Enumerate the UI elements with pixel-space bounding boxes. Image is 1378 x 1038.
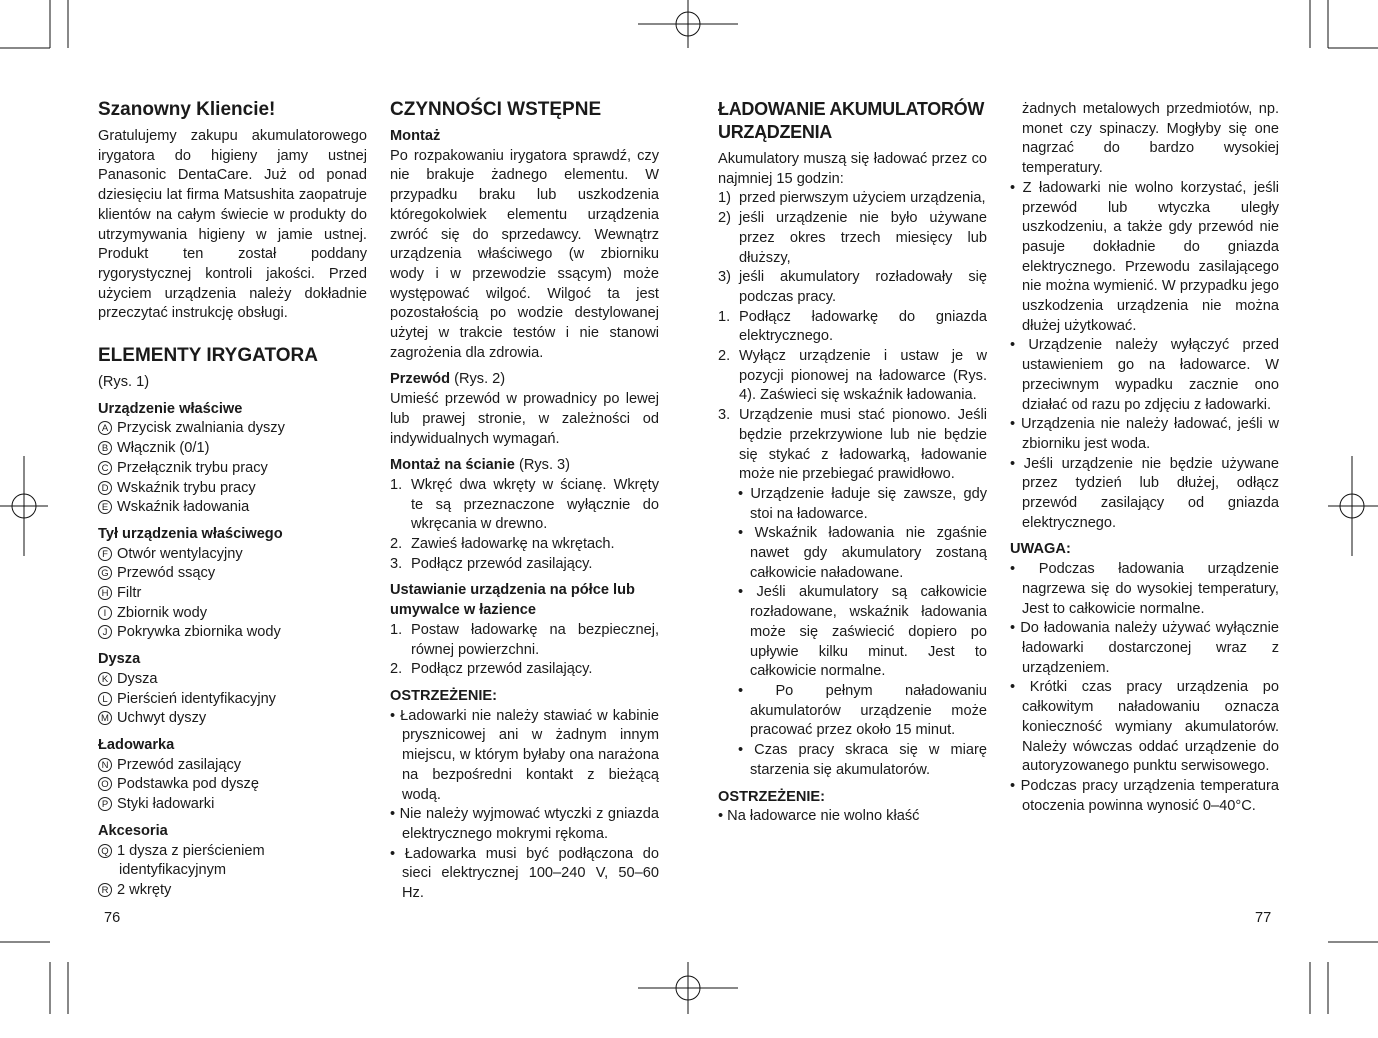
page-number-right: 77 — [1255, 910, 1272, 926]
element-item — [98, 459, 367, 479]
bullet-text: Jeśli urządzenie nie będzie używane przez tydzień lub dłużej, odłącz przewód zasilający od gniazda elektrycznego. — [1022, 455, 1280, 531]
charging-title-line1: ŁADOWANIE AKUMULATORÓW — [718, 99, 985, 119]
item-text: Podłącz ładowarkę do gniazda elektrycznego. — [739, 308, 987, 345]
bullet-item: • Jeśli urządzenie nie będzie używane przez tydzień lub dłużej, odłącz przewód zasilający od gniazda elektrycznego. — [1010, 455, 1280, 531]
element-label: Przełącznik trybu pracy — [117, 459, 268, 476]
greeting-text: Gratulujemy zakupu akumulatorowego irygatora do higieny jamy ustnej Panasonic DentaCare. Już od ponad dziesięciu lat firma Matsushita zaopatruje klientów na całym świecie w produkty do utrzymywania higieny w jamie ustnej. Produkt ten został poddany rygorystycznej kontroli jakości. Przed użyciem urządzenia należy dokładnie przeczytać instrukcję obsługi. — [98, 128, 367, 322]
bullet-text: Urządzenie należy wyłączyć przed ustawieniem go na ładowarce. W przeciwnym wypadku zacznie ono działać od razu po zdjęciu z ładowarki. — [1022, 337, 1279, 413]
wall-ref: (Rys. 3) — [518, 457, 571, 474]
prep-warnings — [390, 707, 659, 904]
bullet-text: Urządzenie ładuje się zawsze, gdy stoi na ładowarce. — [750, 485, 987, 522]
final-notes — [1010, 560, 1279, 816]
group-title: Dysza — [98, 651, 141, 668]
element-item — [98, 545, 367, 565]
charging-notes — [718, 485, 987, 781]
element-label: Pokrywka zbiornika wody — [117, 624, 281, 641]
bullet-text: Krótki czas pracy urządzenia po całkowitym naładowaniu oznacza konieczność wymiany akumulatorów. Należy wówczas oddać urządzenie do autoryzowanego punktu serwisowego. — [1022, 679, 1279, 775]
bullet-item: • Wskaźnik ładowania nie zgaśnie nawet gdy akumulatory zostaną całkowicie naładowane. — [738, 525, 987, 581]
bullet-text: Po pełnym naładowaniu akumulatorów urządzenie może pracować przez około 15 minut. — [750, 682, 987, 739]
bullet-text: Jeśli akumulatory są całkowicie rozładowane, wskaźnik ładowania może się zaświecić dopiero po upływie kilku minut. Jest to całkowicie normalne. — [750, 584, 987, 680]
column-4 — [1010, 100, 1279, 816]
item-number: 1) — [718, 190, 731, 207]
element-label: 1 dysza z pierścieniem identyfikacyjnym — [117, 842, 265, 879]
item-number: 2. — [390, 536, 403, 553]
element-label: Pierścień identyfikacyjny — [117, 690, 276, 707]
item-number: 1. — [718, 308, 731, 325]
circled-letter: O — [98, 777, 112, 791]
element-item — [98, 881, 367, 901]
circled-letter: I — [98, 606, 112, 620]
element-item — [98, 670, 367, 690]
wall-heading — [390, 456, 659, 476]
bullet-text: Urządzenia nie należy ładować, jeśli w zbiorniku jest woda. — [1020, 416, 1279, 452]
numbered-item — [390, 621, 659, 660]
circled-letter: E — [98, 500, 112, 514]
element-label: Styki ładowarki — [117, 796, 215, 813]
wall-title: Montaż na ścianie — [390, 457, 515, 474]
element-item — [98, 604, 367, 624]
bullet-item: • Ładowarka musi być podłączona do sieci elektrycznej 100–240 V, 50–60 Hz. — [390, 845, 659, 902]
shelf-title: Ustawianie urządzenia na półce lub umywalce w łazience — [390, 582, 635, 619]
element-item — [98, 419, 367, 439]
column-1 — [98, 98, 367, 901]
bullet-text: Nie należy wyjmować wtyczki z gniazda elektrycznego mokrymi rękoma. — [399, 806, 659, 842]
bullet-item: • Jeśli akumulatory są całkowicie rozładowane, wskaźnik ładowania może się zaświecić dopiero po upływie kilku minut. Jest to całkowicie normalne. — [738, 584, 987, 680]
bullet-text: Ładowarka musi być podłączona do sieci elektrycznej 100–240 V, 50–60 Hz. — [402, 845, 659, 902]
circled-letter: C — [98, 461, 112, 475]
charging-title-line2: URZĄDZENIA — [718, 122, 832, 142]
bullet-item: • Czas pracy skraca się w miarę starzenia się akumulatorów. — [738, 742, 987, 778]
circled-letter: R — [98, 883, 112, 897]
circled-letter: L — [98, 692, 112, 706]
prep-warning-title: OSTRZEŻENIE: — [390, 687, 498, 704]
element-item — [98, 842, 367, 881]
greeting-title: Szanowny Kliencie! — [98, 99, 276, 120]
item-text: jeśli akumulatory rozładowały się podczas pracy. — [739, 269, 987, 305]
circled-letter: J — [98, 625, 112, 639]
bullet-item: • Urządzenia nie należy ładować, jeśli w zbiorniku jest woda. — [1010, 416, 1279, 452]
element-item — [98, 479, 367, 499]
elements-title: ELEMENTY IRYGATORA — [98, 345, 318, 367]
item-text: Podłącz przewód zasilający. — [411, 661, 593, 678]
bullet-item: • Podczas ładowania urządzenie nagrzewa się do wysokiej temperatury, Jest to całkowicie normalne. — [1010, 561, 1280, 617]
item-number: 3) — [718, 269, 731, 286]
element-item — [98, 795, 367, 815]
bullet-text: Podczas ładowania urządzenie nagrzewa się do wysokiej temperatury, Jest to całkowicie normalne. — [1022, 561, 1280, 617]
przewod-title: Przewód — [390, 371, 451, 388]
bullet-text: Podczas pracy urządzenia temperatura otoczenia powinna wynosić 0–40°C. — [1020, 777, 1279, 814]
numbered-item — [390, 476, 659, 535]
group-title: Urządzenie właściwe — [98, 400, 243, 417]
item-number: 3. — [718, 407, 731, 424]
group-title: Akcesoria — [98, 822, 168, 839]
bullet-item: • Po pełnym naładowaniu akumulatorów urządzenie może pracować przez około 15 minut. — [738, 682, 987, 739]
circled-letter: N — [98, 758, 112, 772]
charging-warning-first: • Na ładowarce nie wolno kłaść — [718, 808, 920, 825]
element-item — [98, 584, 367, 604]
item-text: Postaw ładowarkę na bezpiecznej, równej powierzchni. — [411, 621, 659, 658]
circled-letter: P — [98, 797, 112, 811]
bullet-text: Wskaźnik ładowania nie zgaśnie nawet gdy akumulatory zostaną całkowicie naładowane. — [750, 525, 987, 581]
item-text: przed pierwszym użyciem urządzenia, — [739, 190, 986, 207]
bullet-item: • Krótki czas pracy urządzenia po całkowitym naładowaniu oznacza konieczność wymiany akumulatorów. Należy wówczas oddać urządzenie do autoryzowanego punktu serwisowego. — [1010, 679, 1279, 775]
bullet-item: • Do ładowania należy używać wyłącznie ładowarki dostarczonej wraz z urządzeniem. — [1010, 620, 1279, 676]
circled-letter: D — [98, 481, 112, 495]
column-3 — [718, 98, 987, 827]
circled-letter: G — [98, 566, 112, 580]
numbered-item — [718, 268, 987, 307]
numbered-item — [718, 189, 987, 209]
bullet-item: • Ładowarki nie należy stawiać w kabinie prysznicowej ani w żadnym innym miejscu, w którym byłaby ona narażona na bezpośredni kontakt z bieżącą wodą. — [390, 707, 659, 803]
circled-letter: F — [98, 547, 112, 561]
charging-title — [718, 98, 987, 144]
item-number: 1. — [390, 476, 403, 493]
note-title: UWAGA: — [1010, 541, 1071, 558]
item-number: 2. — [718, 348, 731, 365]
bullet-text: Ładowarki nie należy stawiać w kabinie prysznicowej ani w żadnym innym miejscu, w którym byłaby ona narażona na bezpośredni kontakt z bieżącą wodą. — [400, 707, 659, 803]
circled-letter: K — [98, 672, 112, 686]
elements-groups — [98, 400, 367, 901]
montaz-title: Montaż — [390, 128, 441, 144]
item-number: 1. — [390, 621, 403, 638]
element-label: Przewód zasilający — [117, 756, 242, 773]
item-number: 2) — [718, 210, 731, 227]
przewod-text: Umieść przewód w prowadnicy po lewej lub prawej stronie, w zależności od indywidualnych wymagań. — [390, 391, 659, 447]
bullet-text: Czas pracy skraca się w miarę starzenia się akumulatorów. — [750, 742, 987, 778]
element-item — [98, 498, 367, 518]
przewod-heading — [390, 370, 659, 390]
element-label: Otwór wentylacyjny — [117, 545, 243, 562]
numbered-item — [718, 209, 987, 268]
charging-warning-continued: żadnych metalowych przedmiotów, np. monet czy spinaczy. Mogłyby się one nagrzać do bardzo wysokiej temperatury. — [1022, 101, 1279, 177]
item-text: Wkręć dwa wkręty w ścianę. Wkręty te są przeznaczone wyłącznie do wkręcania w drewno. — [411, 476, 659, 533]
item-number: 3. — [390, 555, 403, 572]
element-item — [98, 564, 367, 584]
element-label: Dysza — [117, 670, 158, 687]
charging-steps — [718, 308, 987, 485]
item-text: Urządzenie musi stać pionowo. Jeśli będzie przekrzywione lub nie będzie się stykać z ładowarką, ładowanie może nie przebiegać prawidłowo. — [739, 407, 987, 483]
column-2 — [390, 98, 659, 904]
montaz-text: Po rozpakowaniu irygatora sprawdź, czy nie brakuje żadnego elementu. W przypadku braku lub uszkodzenia któregokolwiek elementu urządzenia zwróć się do sprzedawcy. Wewnątrz urządzenia właściwego (w zbiorniku wody i w przewodzie ssącym) może występować wilgoć. Wilgoć ta jest pozostałością po wodzie destylowanej użytej w trakcie testów i nie stanowi zagrożenia dla zdrowia. — [390, 147, 659, 361]
group-title: Tył urządzenia właściwego — [98, 525, 283, 542]
bullet-text: Do ładowania należy używać wyłącznie ładowarki dostarczonej wraz z urządzeniem. — [1020, 620, 1279, 676]
item-text: Zawieś ładowarkę na wkrętach. — [411, 536, 615, 553]
shelf-steps — [390, 621, 659, 680]
charging-warnings — [1010, 179, 1279, 534]
charging-conditions — [718, 189, 987, 307]
element-label: Przycisk zwalniania dyszy — [117, 420, 285, 437]
charging-warning-title: OSTRZEŻENIE: — [718, 788, 826, 805]
numbered-item — [718, 347, 987, 406]
charging-warning-first-text: Na ładowarce nie wolno kłaść — [727, 808, 920, 825]
element-item — [98, 690, 367, 710]
element-item — [98, 756, 367, 776]
bullet-item: • Z ładowarki nie wolno korzystać, jeśli przewód lub wtyczka uległy uszkodzeniu, a także gdy przewód nie pasuje dokładnie do gniazda elektrycznego. Przewodu zasilającego nie można wymienić. W przypadku jego uszkodzenia urządzenia nie można dłużej użytkować. — [1010, 179, 1279, 334]
wall-steps — [390, 476, 659, 575]
numbered-item — [390, 535, 659, 555]
bullet-text: Z ładowarki nie wolno korzystać, jeśli przewód lub wtyczka uległy uszkodzeniu, a także gdy przewód nie pasuje dokładnie do gniazda elektrycznego. Przewodu zasilającego nie można wymienić. W przypadku jego uszkodzenia urządzenia nie można dłużej użytkować. — [1022, 179, 1279, 334]
circled-letter: B — [98, 441, 112, 455]
element-label: Wskaźnik ładowania — [117, 499, 250, 516]
element-item — [98, 623, 367, 643]
element-item — [98, 709, 367, 729]
item-text: Wyłącz urządzenie i ustaw je w pozycji pionowej na ładowarce (Rys. 4). Zaświeci się wskaźnik ładowania. — [739, 348, 987, 404]
element-label: Uchwyt dyszy — [117, 710, 207, 727]
bullet-item: • Urządzenie ładuje się zawsze, gdy stoi na ładowarce. — [738, 485, 987, 522]
circled-letter: H — [98, 586, 112, 600]
element-label: Przewód ssący — [117, 565, 216, 582]
element-label: Włącznik (0/1) — [117, 440, 210, 457]
circled-letter: A — [98, 421, 112, 435]
bullet-item: • Podczas pracy urządzenia temperatura otoczenia powinna wynosić 0–40°C. — [1010, 777, 1279, 814]
page-number-left: 76 — [104, 910, 121, 926]
przewod-ref: (Rys. 2) — [454, 371, 506, 388]
numbered-item — [718, 308, 987, 347]
element-label: Filtr — [117, 585, 142, 602]
numbered-item — [390, 555, 659, 575]
group-title: Ładowarka — [98, 736, 175, 753]
element-label: Wskaźnik trybu pracy — [117, 479, 256, 496]
item-text: jeśli urządzenie nie było używane przez okres trzech miesięcy lub dłuższy, — [739, 210, 987, 266]
circled-letter: Q — [98, 844, 112, 858]
item-number: 2. — [390, 661, 403, 678]
circled-letter: M — [98, 711, 112, 725]
item-text: Podłącz przewód zasilający. — [411, 555, 593, 572]
element-label: Podstawka pod dyszę — [117, 776, 259, 793]
elements-figure-ref: (Rys. 1) — [98, 374, 150, 391]
bullet-item: • Nie należy wyjmować wtyczki z gniazda elektrycznego mokrymi rękoma. — [390, 806, 659, 842]
element-label: 2 wkręty — [117, 881, 172, 898]
element-item — [98, 439, 367, 459]
charging-intro: Akumulatory muszą się ładować przez co najmniej 15 godzin: — [718, 151, 987, 187]
numbered-item — [390, 660, 659, 680]
numbered-item — [718, 406, 987, 485]
prep-title: CZYNNOŚCI WSTĘPNE — [390, 99, 602, 120]
bullet-item: • Urządzenie należy wyłączyć przed ustawieniem go na ładowarce. W przeciwnym wypadku zacznie ono działać od razu po zdjęciu z ładowarki. — [1010, 337, 1279, 413]
element-label: Zbiornik wody — [117, 604, 208, 621]
element-item — [98, 775, 367, 795]
